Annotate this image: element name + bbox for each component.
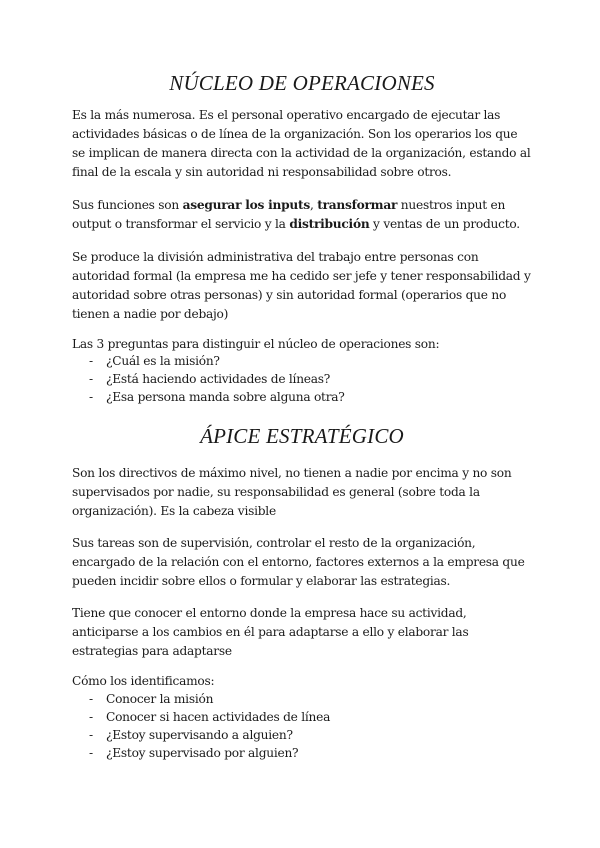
paragraph-apice-tareas: Sus tareas son de supervisión, controlar el resto de la organización, encargado de la relación con el entorno, factores externos a la empresa que pueden incidir sobre ellos o formular y elaborar las estrategias. <box>72 536 525 588</box>
section-title-nucleo: NÚCLEO DE OPERACIONES <box>169 71 435 95</box>
bold-term-transformar: transformar <box>317 198 398 212</box>
text-run: Sus funciones son <box>72 198 183 212</box>
list-item: - ¿Está haciendo actividades de líneas? <box>72 370 345 388</box>
identification-list <box>72 690 330 762</box>
paragraph-apice-entorno: Tiene que conocer el entorno donde la empresa hace su actividad, anticiparse a los cambios en él para adaptarse a ello y elaborar las estrategias para adaptarse <box>72 606 469 658</box>
list-item: - ¿Cuál es la misión? <box>72 352 345 370</box>
paragraph-nucleo-preguntas-intro: Las 3 preguntas para distinguir el núcleo de operaciones son: <box>72 337 440 351</box>
text-run: y ventas de un producto. <box>369 217 520 231</box>
paragraph-nucleo-division: Se produce la división administrativa del trabajo entre personas con autoridad formal (la empresa me ha cedido ser jefe y tener responsabilidad y autoridad sobre otras personas) y sin autoridad formal (operarios que no tienen a nadie por debajo) <box>72 250 531 321</box>
list-item: - ¿Estoy supervisando a alguien? <box>72 726 330 744</box>
list-item: - Conocer si hacen actividades de línea <box>72 708 330 726</box>
text-run: nuestros input en output o transformar el servicio y la <box>72 198 506 231</box>
section-title-apice: ÁPICE ESTRATÉGICO <box>200 424 404 448</box>
paragraph-apice-identificar-intro: Cómo los identificamos: <box>72 674 215 688</box>
paragraph-nucleo-definicion: Es la más numerosa. Es el personal operativo encargado de ejecutar las actividades básicas o de línea de la organización. Son los operarios los que se implican de manera directa con la actividad de la organización, estando al final de la escala y sin autoridad ni responsabilidad sobre otros. <box>72 108 531 179</box>
list-item: - ¿Esa persona manda sobre alguna otra? <box>72 388 345 406</box>
paragraph-nucleo-funciones <box>72 196 532 234</box>
paragraph-apice-definicion: Son los directivos de máximo nivel, no tienen a nadie por encima y no son supervisados por nadie, su responsabilidad es general (sobre toda la organización). Es la cabeza visible <box>72 466 512 518</box>
bold-term-distribucion: distribución <box>289 217 370 231</box>
list-item: - Conocer la misión <box>72 690 330 708</box>
questions-list <box>72 352 345 406</box>
text-run: , <box>309 198 318 212</box>
list-item: - ¿Estoy supervisado por alguien? <box>72 744 330 762</box>
bold-term-inputs: asegurar los inputs <box>182 198 310 212</box>
